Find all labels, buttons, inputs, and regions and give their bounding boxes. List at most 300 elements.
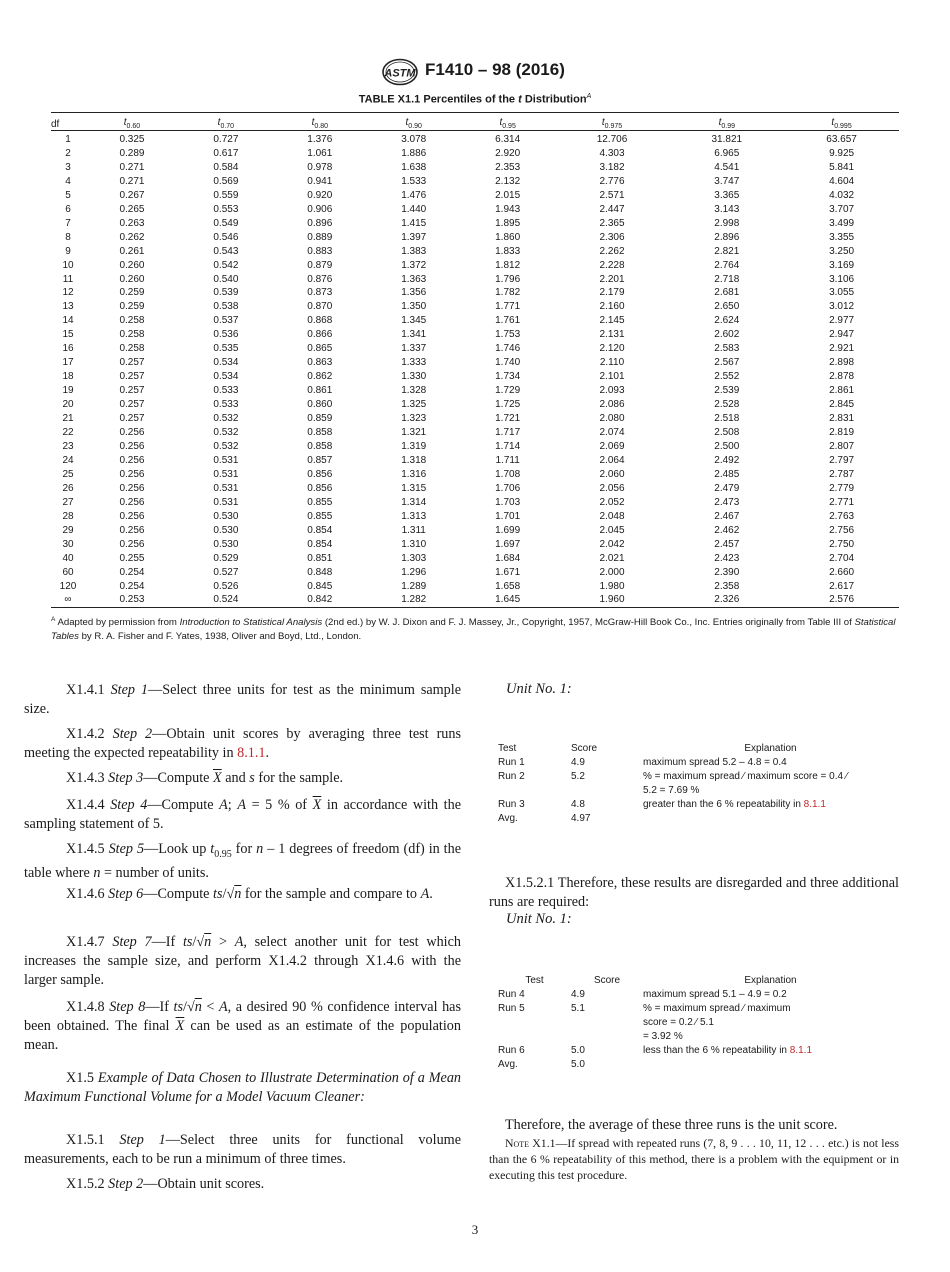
value-cell: 1.671	[495, 566, 521, 578]
step-x1-4-1: X1.4.1 Step 1—Select three units for test as the minimum sample size.	[24, 682, 461, 717]
value-cell: 0.856	[307, 468, 333, 480]
value-cell: 0.866	[307, 329, 333, 341]
value-cell: 1.314	[401, 496, 427, 508]
table-row	[51, 328, 899, 342]
value-cell: 2.000	[599, 566, 625, 578]
table-row	[51, 538, 899, 552]
value-cell: 2.797	[829, 454, 855, 466]
table-row	[51, 300, 899, 314]
value-cell: 1.753	[495, 329, 521, 341]
value-cell: 2.787	[829, 468, 855, 480]
df-cell: 11	[62, 273, 74, 285]
value-cell: 0.267	[119, 189, 145, 201]
value-cell: 2.201	[599, 273, 625, 285]
value-cell: 1.895	[495, 217, 521, 229]
value-cell: 1.746	[495, 343, 521, 355]
value-cell: 2.718	[714, 273, 740, 285]
value-cell: 0.865	[307, 343, 333, 355]
df-cell: 16	[62, 343, 74, 355]
astm-logo-icon	[381, 58, 419, 86]
value-cell: 0.289	[119, 147, 145, 159]
value-cell: 4.303	[599, 147, 625, 159]
value-cell: 2.045	[599, 524, 625, 536]
value-cell: 1.725	[495, 399, 521, 411]
value-cell: 0.258	[119, 329, 145, 341]
value-cell: 2.179	[599, 287, 625, 299]
step-x1-5-2: X1.5.2 Step 2—Obtain unit scores.	[66, 1176, 265, 1192]
value-cell: 1.282	[367, 593, 461, 607]
df-cell: 30	[62, 538, 74, 550]
value-cell: 1.796	[495, 273, 521, 285]
value-cell: 2.262	[599, 245, 625, 257]
df-cell: 18	[62, 371, 74, 383]
value-cell: 2.353	[495, 161, 521, 173]
table-row	[51, 398, 899, 412]
value-cell: 0.543	[213, 245, 239, 257]
value-cell: 1.350	[401, 301, 427, 313]
value-cell: 1.341	[401, 329, 427, 341]
value-cell: 1.721	[495, 413, 521, 425]
value-cell: 1.415	[401, 217, 427, 229]
value-cell: 0.256	[119, 440, 145, 452]
value-cell: 0.855	[307, 510, 333, 522]
value-cell: 3.250	[829, 245, 855, 257]
table-row	[51, 440, 899, 454]
value-cell: 1.729	[495, 385, 521, 397]
value-cell: 0.539	[213, 287, 239, 299]
value-cell: 1.330	[401, 371, 427, 383]
unit1-additional-runs-table	[498, 974, 898, 1072]
value-cell: 1.708	[495, 468, 521, 480]
value-cell: 1.310	[401, 538, 427, 550]
value-cell: 2.602	[714, 329, 740, 341]
value-cell: 2.947	[829, 329, 855, 341]
value-cell: 3.182	[599, 161, 625, 173]
value-cell: 1.812	[495, 259, 521, 271]
col-header-t0-95: $t_{0.95}$	[461, 113, 555, 131]
value-cell: 1.397	[401, 231, 427, 243]
value-cell: 2.056	[599, 482, 625, 494]
table-row: Run 1 4.9 maximum spread 5.2 – 4.8 = 0.4	[498, 757, 787, 768]
table-row	[51, 147, 899, 161]
value-cell: 0.256	[119, 468, 145, 480]
unit-label-1b: Unit No. 1:	[506, 911, 572, 927]
value-cell: 1.706	[495, 482, 521, 494]
df-cell: 20	[62, 399, 74, 411]
value-cell: 0.258	[119, 315, 145, 327]
value-cell: 1.321	[401, 427, 427, 439]
t-distribution-table	[51, 112, 899, 608]
value-cell: 3.499	[829, 217, 855, 229]
value-cell: 0.727	[213, 134, 239, 145]
value-cell: 1.318	[401, 454, 427, 466]
value-cell: 1.699	[495, 524, 521, 536]
value-cell: 1.740	[495, 357, 521, 369]
value-cell: 2.131	[599, 329, 625, 341]
value-cell: 2.518	[714, 413, 740, 425]
df-cell: 12	[62, 287, 74, 299]
value-cell: 2.776	[599, 175, 625, 187]
df-cell: 120	[59, 580, 77, 592]
value-cell: 2.576	[784, 593, 899, 607]
value-cell: 2.898	[829, 357, 855, 369]
value-cell: 2.624	[714, 315, 740, 327]
value-cell: 0.858	[307, 440, 333, 452]
value-cell: 0.532	[213, 440, 239, 452]
table-row	[51, 259, 899, 273]
col-header-t0-70: $t_{0.70}$	[179, 113, 273, 131]
value-cell: 1.734	[495, 371, 521, 383]
value-cell: 0.260	[119, 273, 145, 285]
value-cell: 1.440	[401, 203, 427, 215]
note-x1-1: Note X1.1—If spread with repeated runs (7, 8, 9 . . . 10, 11, 12 . . . etc.) is not less than the 6 % repeatability of this method, there is a problem with the equipment or in executing this test procedure.	[489, 1136, 899, 1182]
value-cell: 2.750	[829, 538, 855, 550]
value-cell: 1.303	[401, 552, 427, 564]
value-cell: 2.457	[714, 538, 740, 550]
df-cell: 23	[62, 440, 74, 452]
value-cell: 6.965	[714, 147, 740, 159]
table-row	[51, 189, 899, 203]
table-row	[51, 524, 899, 538]
table-row	[51, 203, 899, 217]
value-cell: 0.920	[307, 189, 333, 201]
value-cell: 3.355	[829, 231, 855, 243]
value-cell: 63.657	[826, 134, 857, 145]
df-cell: 7	[65, 217, 71, 229]
value-cell: 2.110	[599, 357, 625, 369]
footnote-text-3: by R. A. Fisher and F. Yates, 1938, Oliver and Boyd, Ltd., London.	[78, 631, 362, 643]
value-cell: 0.845	[307, 580, 333, 592]
value-cell: 2.042	[599, 538, 625, 550]
value-cell: 0.896	[307, 217, 333, 229]
value-cell: 3.012	[829, 301, 855, 313]
value-cell: 1.761	[495, 315, 521, 327]
col-header-t0-99: $t_{0.99}$	[669, 113, 784, 131]
table-row	[51, 245, 899, 259]
value-cell: 0.856	[307, 482, 333, 494]
value-cell: 31.821	[711, 134, 743, 145]
value-cell: 2.552	[714, 371, 740, 383]
value-cell: 1.703	[495, 496, 521, 508]
value-cell: 3.106	[829, 273, 855, 285]
value-cell: 6.314	[495, 134, 521, 145]
step-x1-4-7: X1.4.7 Step 7—If ts/√n > A, select another unit for test which increases the sample size, and perform X1.4.2 through X1.4.6 with the larger sample.	[24, 934, 462, 988]
page-number: 3	[471, 1222, 479, 1237]
value-cell: 4.604	[829, 175, 855, 187]
xref-8-1-1[interactable]: 8.1.1	[237, 745, 266, 761]
table-title-suffix: Distribution	[521, 93, 587, 106]
value-cell: 3.055	[829, 287, 855, 299]
value-cell: 2.015	[495, 189, 521, 201]
value-cell: 2.080	[599, 413, 625, 425]
df-cell: 14	[62, 315, 74, 327]
value-cell: 0.257	[119, 413, 145, 425]
value-cell: 0.256	[119, 496, 145, 508]
value-cell: 2.528	[714, 399, 740, 411]
value-cell: 1.717	[495, 427, 521, 439]
value-cell: 2.763	[829, 510, 855, 522]
value-cell: 0.259	[119, 287, 145, 299]
value-cell: 0.538	[213, 301, 239, 313]
value-cell: 0.873	[307, 287, 333, 299]
value-cell: 2.845	[829, 399, 855, 411]
table-header-row: Test Score Explanation	[498, 743, 797, 754]
table-title	[0, 93, 950, 106]
value-cell: 0.256	[119, 482, 145, 494]
value-cell: 1.697	[495, 538, 521, 550]
value-cell: 0.854	[307, 538, 333, 550]
value-cell: 2.423	[714, 552, 740, 564]
value-cell: 2.650	[714, 301, 740, 313]
value-cell: 2.052	[599, 496, 625, 508]
table-header-row: Test Score Explanation	[525, 975, 797, 986]
df-cell: 8	[65, 231, 71, 243]
value-cell: 0.530	[213, 524, 239, 536]
value-cell: 1.476	[401, 189, 427, 201]
value-cell: 0.530	[213, 538, 239, 550]
value-cell: 1.645	[461, 593, 555, 607]
value-cell: 2.467	[714, 510, 740, 522]
value-cell: 0.271	[119, 161, 145, 173]
value-cell: 0.524	[179, 593, 273, 607]
value-cell: 5.841	[829, 161, 855, 173]
value-cell: 2.571	[599, 189, 625, 201]
value-cell: 0.540	[213, 273, 239, 285]
table-row: Avg. 4.97	[498, 813, 591, 824]
value-cell: 0.876	[307, 273, 333, 285]
value-cell: 0.549	[213, 217, 239, 229]
table-footnote	[51, 613, 901, 644]
value-cell: 3.707	[829, 203, 855, 215]
value-cell: 1.638	[401, 161, 427, 173]
value-cell: 4.032	[829, 189, 855, 201]
value-cell: 0.257	[119, 385, 145, 397]
df-cell: 10	[62, 259, 74, 271]
col-header-t0-60: $t_{0.60}$	[85, 113, 179, 131]
value-cell: 1.316	[401, 468, 427, 480]
value-cell: 1.886	[401, 147, 427, 159]
df-cell: 40	[62, 552, 74, 564]
table-row	[51, 342, 899, 356]
value-cell: 0.861	[307, 385, 333, 397]
value-cell: 0.254	[119, 566, 145, 578]
value-cell: 0.531	[213, 454, 239, 466]
value-cell: 0.584	[213, 161, 239, 173]
value-cell: 0.857	[307, 454, 333, 466]
value-cell: 2.492	[714, 454, 740, 466]
value-cell: 0.262	[119, 231, 145, 243]
value-cell: 0.883	[307, 245, 333, 257]
step-x1-4-8: X1.4.8 Step 8—If ts/√n < A, a desired 90 % confidence interval has been obtained. The final $\overline{X}$ can be used as an estimate of the population mean.	[24, 999, 461, 1053]
value-cell: 0.258	[119, 343, 145, 355]
value-cell: 0.256	[119, 427, 145, 439]
value-cell: 2.771	[829, 496, 855, 508]
step-x1-4-2: X1.4.2 Step 2—Obtain unit scores by averaging three test runs meeting the expected repeatability in 8.1.1.	[24, 726, 462, 761]
df-cell: 6	[65, 203, 71, 215]
value-cell: 0.254	[119, 580, 145, 592]
value-cell: 0.859	[307, 413, 333, 425]
value-cell: 0.534	[213, 371, 239, 383]
table-row: Run 5 5.1 % = maximum spread ⁄ maximum score = 0.2 ⁄ 5.1 = 3.92 %	[498, 1003, 791, 1042]
table-row	[51, 496, 899, 510]
table-row	[51, 217, 899, 231]
value-cell: 12.706	[596, 134, 628, 145]
value-cell: 2.048	[599, 510, 625, 522]
table-title-prefix: TABLE X1.1 Percentiles of the	[358, 93, 519, 106]
df-cell: 17	[62, 357, 74, 369]
value-cell: 2.479	[714, 482, 740, 494]
value-cell: 1.333	[401, 357, 427, 369]
value-cell: 1.533	[401, 175, 427, 187]
value-cell: 2.462	[714, 524, 740, 536]
step-x1-4-6: X1.4.6 Step 6—Compute ts/√n for the sample and compare to A.	[66, 886, 433, 902]
footnote-book2: Statistical Tables	[51, 617, 896, 643]
value-cell: 0.265	[119, 203, 145, 215]
table-row	[51, 356, 899, 370]
value-cell: 2.132	[495, 175, 521, 187]
value-cell: 2.086	[599, 399, 625, 411]
value-cell: 0.253	[85, 593, 179, 607]
value-cell: 2.998	[714, 217, 740, 229]
value-cell: 2.500	[714, 440, 740, 452]
value-cell: 0.906	[307, 203, 333, 215]
df-cell: 24	[62, 454, 74, 466]
table-row	[51, 468, 899, 482]
table-row	[51, 580, 899, 594]
value-cell: 0.533	[213, 385, 239, 397]
xref-8-1-1[interactable]: 8.1.1	[789, 1045, 813, 1056]
value-cell: 1.061	[307, 147, 333, 159]
value-cell: 1.313	[401, 510, 427, 522]
table-row	[51, 412, 899, 426]
value-cell: 0.527	[213, 566, 239, 578]
xref-8-1-1[interactable]: 8.1.1	[803, 799, 826, 810]
value-cell: 2.977	[829, 315, 855, 327]
table-row	[51, 231, 899, 245]
page-header	[0, 58, 950, 88]
value-cell: 2.120	[599, 343, 625, 355]
value-cell: 0.889	[307, 231, 333, 243]
value-cell: 3.078	[401, 134, 427, 145]
df-cell: 2	[65, 147, 71, 159]
value-cell: 0.536	[213, 329, 239, 341]
df-cell: 28	[62, 510, 74, 522]
value-cell: 1.860	[495, 231, 521, 243]
value-cell: 1.372	[401, 259, 427, 271]
value-cell: 2.583	[714, 343, 740, 355]
value-cell: 0.868	[307, 315, 333, 327]
section-x1-5: X1.5 Example of Data Chosen to Illustrate Determination of a Mean Maximum Functional Volume for a Model Vacuum Cleaner:	[24, 1070, 462, 1105]
svg-text:ASTM: ASTM	[384, 67, 416, 80]
value-cell: 2.390	[714, 566, 740, 578]
step-x1-4-4: X1.4.4 Step 4—Compute A; A = 5 % of $\overline{X}$ in accordance with the sampling statement of 5.	[24, 797, 461, 832]
df-cell: 21	[62, 413, 74, 425]
table-row: Run 6 5.0 less than the 6 % repeatability in 8.1.1	[498, 1045, 813, 1056]
value-cell: 0.851	[307, 552, 333, 564]
df-cell: 26	[62, 482, 74, 494]
value-cell: 0.941	[307, 175, 333, 187]
value-cell: 0.257	[119, 371, 145, 383]
value-cell: 0.263	[119, 217, 145, 229]
value-cell: 3.143	[714, 203, 740, 215]
value-cell: 1.711	[495, 454, 520, 466]
value-cell: 3.365	[714, 189, 740, 201]
col-header-t0-975: $t_{0.975}$	[555, 113, 670, 131]
table-row	[51, 482, 899, 496]
unit-label-1: Unit No. 1:	[506, 681, 572, 697]
value-cell: 2.681	[714, 287, 740, 299]
value-cell: 1.684	[495, 552, 521, 564]
value-cell: 0.259	[119, 301, 145, 313]
value-cell: 2.878	[829, 371, 855, 383]
df-header: df	[51, 113, 85, 131]
table-row	[51, 566, 899, 580]
value-cell: 0.617	[213, 147, 239, 159]
df-cell: 27	[62, 496, 74, 508]
df-cell: 60	[62, 566, 74, 578]
value-cell: 4.541	[714, 161, 740, 173]
table-row: Run 2 5.2 % = maximum spread ⁄ maximum score = 0.4 ⁄ 5.2 = 7.69 %	[498, 771, 848, 796]
value-cell: 2.074	[599, 427, 625, 439]
value-cell: 2.756	[829, 524, 855, 536]
value-cell: 1.323	[401, 413, 427, 425]
value-cell: 2.764	[714, 259, 740, 271]
footnote-mark: A	[51, 616, 56, 623]
value-cell: 0.533	[213, 399, 239, 411]
col-header-t0-80: $t_{0.80}$	[273, 113, 367, 131]
therefore-statement: Therefore, the average of these three runs is the unit score.	[505, 1117, 838, 1133]
value-cell: 2.807	[829, 440, 855, 452]
footnote-text-1: Adapted by permission from	[55, 617, 180, 629]
value-cell: 2.921	[829, 343, 855, 355]
value-cell: 1.376	[307, 134, 333, 145]
table-row	[51, 426, 899, 440]
value-cell: 2.069	[599, 440, 625, 452]
value-cell: 0.848	[307, 566, 333, 578]
value-cell: 0.257	[119, 357, 145, 369]
value-cell: 1.833	[495, 245, 521, 257]
df-cell: 1	[65, 134, 71, 145]
df-cell: 25	[62, 468, 74, 480]
value-cell: 1.325	[401, 399, 427, 411]
value-cell: 1.960	[555, 593, 670, 607]
value-cell: 0.863	[307, 357, 333, 369]
df-cell: ∞	[51, 593, 85, 607]
df-cell: 4	[65, 175, 71, 187]
value-cell: 1.296	[401, 566, 427, 578]
value-cell: 0.842	[273, 593, 367, 607]
value-cell: 0.256	[119, 454, 145, 466]
value-cell: 9.925	[829, 147, 855, 159]
table-row	[51, 161, 899, 175]
step-x1-4-5: X1.4.5 Step 5—Look up $t_{0.95}$ for n – 1 degrees of freedom (df) in the table where n = number of units.	[24, 841, 462, 881]
value-cell: 3.747	[714, 175, 740, 187]
value-cell: 1.356	[401, 287, 427, 299]
value-cell: 0.532	[213, 413, 239, 425]
value-cell: 0.257	[119, 399, 145, 411]
df-cell: 15	[62, 329, 74, 341]
value-cell: 1.383	[401, 245, 427, 257]
table-row	[51, 510, 899, 524]
value-cell: 0.255	[119, 552, 145, 564]
value-cell: 1.714	[495, 440, 521, 452]
value-cell: 2.567	[714, 357, 740, 369]
document-id: F1410 – 98 (2016)	[425, 60, 565, 79]
value-cell: 2.779	[829, 482, 855, 494]
step-x1-4-3: X1.4.3 Step 3—Compute $\overline{X}$ and s for the sample.	[66, 770, 344, 786]
value-cell: 0.553	[213, 203, 239, 215]
value-cell: 0.531	[213, 468, 239, 480]
